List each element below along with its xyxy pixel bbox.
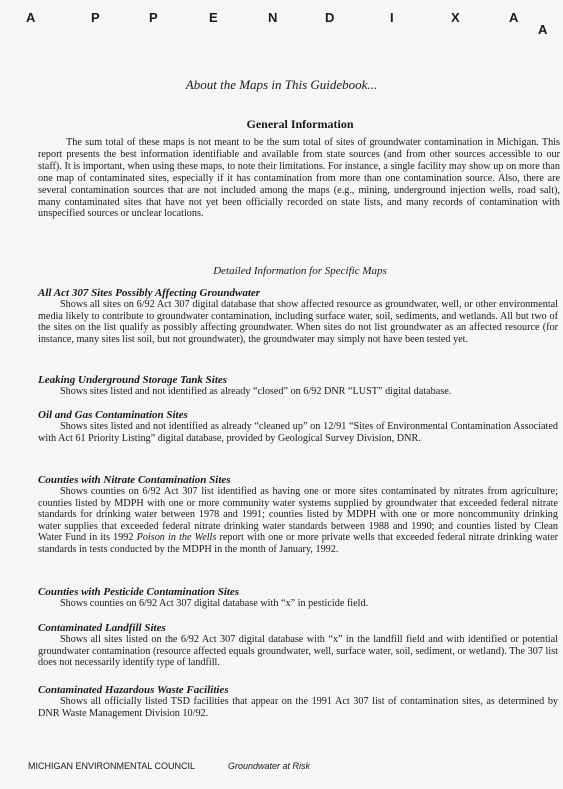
entry-nitrate-counties	[38, 474, 558, 556]
detailed-information-heading: Detailed Information for Specific Maps	[213, 265, 387, 277]
appendix-letter-header	[26, 10, 557, 37]
entry-body: Shows all sites listed on the 6/92 Act 307 digital database with “x” in the landfill field and with identified or potential groundwater contamination (resource affected equals groundwater, well, surface water, soil, sediment, or wetland). The 307 list does not necessarily identify type of landfill.	[38, 634, 558, 669]
entry-heading: Oil and Gas Contamination Sites	[38, 409, 188, 421]
appendix-letter: P	[91, 10, 100, 25]
appendix-letter: N	[268, 10, 278, 25]
appendix-letter: A	[538, 22, 548, 37]
entry-act-307-sites	[38, 287, 558, 345]
entry-heading: Contaminated Landfill Sites	[38, 622, 166, 634]
entry-heading: Leaking Underground Storage Tank Sites	[38, 374, 228, 386]
appendix-letter: E	[209, 10, 218, 25]
footer-publisher: MICHIGAN ENVIRONMENTAL COUNCIL	[28, 761, 196, 771]
appendix-letter: I	[390, 10, 394, 25]
report-title: Poison in the Wells	[136, 532, 217, 544]
entry-heading: Counties with Nitrate Contamination Sites	[38, 474, 231, 486]
entry-hazardous-waste-facilities	[38, 684, 558, 719]
entry-heading: Contaminated Hazardous Waste Facilities	[38, 684, 229, 696]
entry-body: Shows all sites on 6/92 Act 307 digital database that show affected resource as groundwater, well, or other environmental media likely to contribute to groundwater contamination, including surface water, soil, sediments, and wetlands. All but two of the sites on the list qualify as possibly affecting groundwater. When sites do not list groundwater as an affected resource (for instance, many sites list soil, but not groundwater), the groundwater may simply not have been tested yet.	[38, 299, 558, 345]
appendix-letter: D	[325, 10, 335, 25]
page-title: About the Maps in This Guidebook...	[185, 77, 378, 92]
footer-publication-title: Groundwater at Risk	[228, 761, 311, 771]
entry-body: Shows sites listed and not identified as already “cleaned up” on 12/91 “Sites of Environmental Contamination Associated with Act 61 Priority Listing” digital database, provided by Geological Survey Division, DNR.	[38, 421, 558, 444]
general-information-body: The sum total of these maps is not meant to be the sum total of sites of groundwater contamination in Michigan. This report presents the best information identifiable and available from state sources (and from other sources accessible to our staff). It is important, when using these maps, to note their limitations. For instance, a single facility may show up on more than one map of contaminated sites, especially if it has contamination from more than one contamination source. Also, there are several contamination sources that are not included among the maps (e.g., mining, underground injection wells, road salt), many contaminated sites that have not yet been officially recorded on state lists, and many records of contamination with unspecified sources or unclear locations.	[38, 137, 560, 220]
entry-body: Shows counties on 6/92 Act 307 digital database with “x” in pesticide field.	[60, 598, 369, 609]
entry-oil-gas-sites	[38, 409, 558, 444]
appendix-letter: P	[149, 10, 158, 25]
entry-heading: All Act 307 Sites Possibly Affecting Groundwater	[38, 287, 261, 299]
entry-lust-sites	[38, 374, 558, 398]
entry-landfill-sites	[38, 622, 558, 669]
entry-body: Shows all officially listed TSD facilities that appear on the 1991 Act 307 list of contamination sites, as determined by DNR Waste Management Division 10/92.	[38, 696, 558, 719]
appendix-letter: A	[509, 10, 519, 25]
entry-body-text: report with one or more private wells that exceeded federal nitrate drinking water standards in tests conducted by the MDPH in the month of January, 1992.	[38, 532, 559, 555]
appendix-letter: X	[451, 10, 460, 25]
general-information-heading: General Information	[246, 117, 354, 131]
entry-body: Shows sites listed and not identified as already “closed” on 6/92 DNR “LUST” digital database.	[60, 386, 452, 397]
entry-body-text: Shows counties on 6/92 Act 307 list identified as having one or more sites contaminated by nitrates from agriculture; counties listed by MDPH with one or more community water systems supplied by groundwater that exceeded federal nitrate standards for drinking water between 1978 and 1991; counties listed by MDPH with one or more noncommunity drinking water supplies that exceeded federal nitrate drinking water standards between 1988 and 1990; and counties listed by Clean Water Fund in its 1992	[38, 486, 558, 544]
entry-pesticide-counties	[38, 586, 558, 610]
appendix-letter: A	[26, 10, 36, 25]
entry-body	[38, 486, 558, 556]
entry-heading: Counties with Pesticide Contamination Sites	[38, 586, 240, 598]
